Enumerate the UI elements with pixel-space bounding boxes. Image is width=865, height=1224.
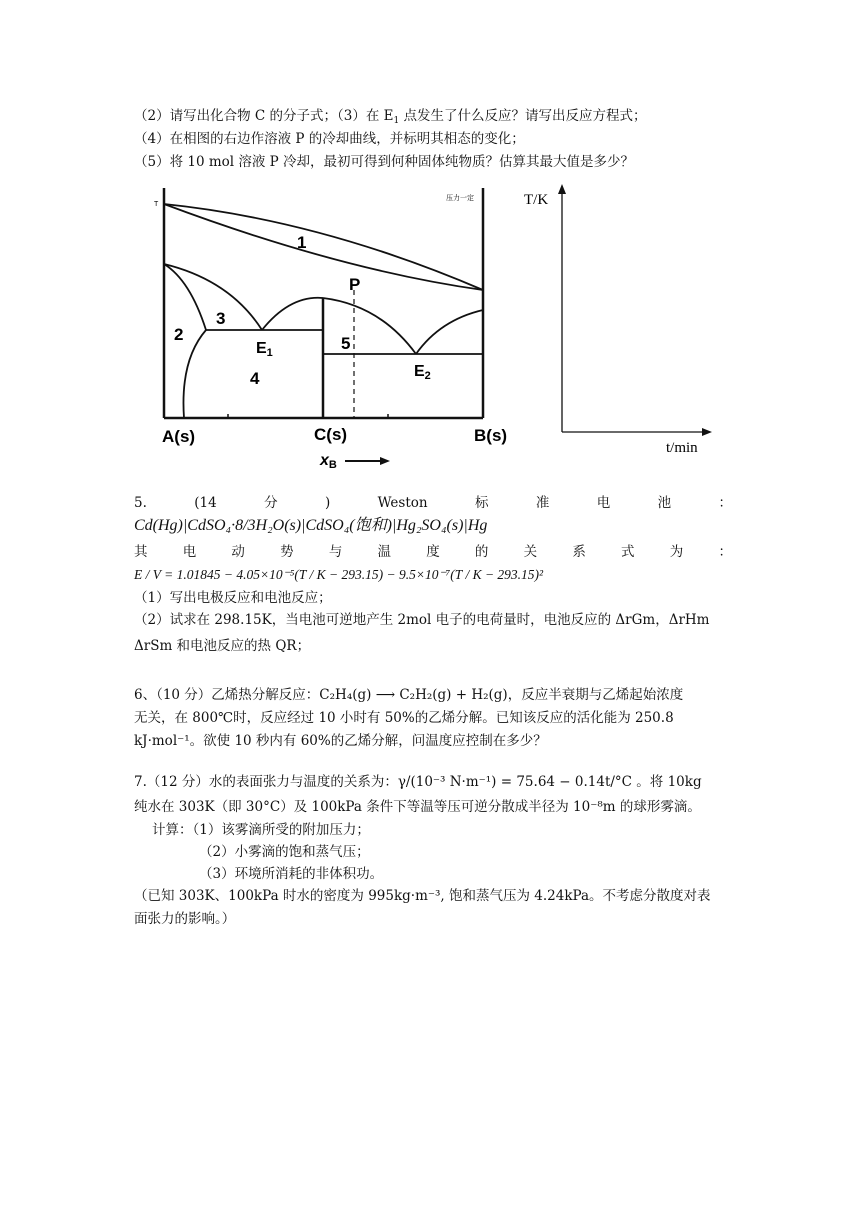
q6-line-2: 无关，在 800℃时，反应经过 10 小时有 50%的乙烯分解。已知该反应的活化能为 250.8 — [134, 710, 674, 726]
q5-emf-header: 其 电 动 势 与 温 度 的 关 系 式 为 ： — [134, 544, 732, 560]
region-2: 2 — [174, 325, 184, 344]
c-label: C(s) — [314, 425, 348, 444]
t-axis-label: T — [154, 201, 159, 208]
question-5-sub: （5）将 10 mol 溶液 P 冷却，最初可得到何种固体纯物质？估算其最大值是多少？ — [134, 154, 635, 170]
emf-equation: E / V = 1.01845 − 4.05×10⁻⁵(T / K − 293.15) − 9.5×10⁻⁷(T / K − 293.15)² — [134, 567, 544, 582]
pressure-note: 压力一定 — [446, 195, 474, 202]
question-2-3 — [134, 106, 647, 131]
e1-label: E1 — [256, 340, 273, 359]
q3-text: 点发生了什么反应？请写出反应方程式； — [399, 108, 647, 124]
t-min-label: t/min — [666, 440, 698, 456]
q5-header: 5. (14 分 ) Weston 标 准 电 池 ： — [134, 495, 732, 511]
a-label: A(s) — [162, 427, 196, 446]
t-k-label: T/K — [524, 192, 549, 208]
q6-line-3: kJ·mol⁻¹。欲使 10 秒内有 60%的乙烯分解，问温度应控制在多少？ — [134, 733, 547, 749]
region-1: 1 — [297, 233, 307, 252]
b-label: B(s) — [474, 426, 508, 445]
solidus-a — [164, 264, 206, 330]
q5-part-2-cont: ΔrSm 和电池反应的热 QR； — [134, 638, 311, 654]
liquidus-c-right — [323, 298, 416, 354]
liquidus-c-left — [262, 298, 323, 330]
upper-curve-1 — [164, 204, 483, 290]
region-5: 5 — [341, 334, 351, 353]
phase-diagram — [140, 180, 520, 470]
weston-cell-notation: Cd(Hg)|CdSO₄·8/3H₂O(s)|CdSO₄(饱和)|Hg₂SO₄(s)|Hg — [134, 517, 488, 534]
solubility-a — [183, 330, 206, 418]
e2-label: E2 — [414, 363, 431, 382]
e1-subscript: 1 — [393, 116, 400, 126]
xb-label: xB — [320, 452, 337, 470]
lower-curve-1 — [164, 204, 483, 290]
q7-line-3: 计算：（1）该雾滴所受的附加压力； — [152, 822, 370, 838]
q7-line-1: 7.（12 分）水的表面张力与温度的关系为：γ/(10⁻³ N·m⁻¹) = 75.64 − 0.14t/°C 。将 10kg — [134, 774, 702, 790]
q7-line-2: 纯水在 303K（即 30°C）及 100kPa 条件下等温等压可逆分散成半径为 10⁻⁸m 的球形雾滴。 — [134, 799, 701, 815]
region-3: 3 — [216, 309, 226, 328]
region-4: 4 — [250, 369, 260, 388]
q7-line-5: （3）环境所消耗的非体积功。 — [199, 866, 384, 882]
liquidus-a — [164, 264, 262, 330]
question-4: （4）在相图的右边作溶液 P 的冷却曲线，并标明其相态的变化； — [134, 131, 525, 147]
q7-line-7: 面张力的影响。） — [134, 911, 236, 927]
cooling-curve-axes — [520, 180, 720, 470]
q6-line-1: 6、（10 分）乙烯热分解反应：C₂H₄(g) ⟶ C₂H₂(g) + H₂(g)，反应半衰期与乙烯起始浓度 — [134, 687, 684, 703]
q7-line-4: （2）小雾滴的饱和蒸气压； — [199, 844, 370, 860]
liquidus-b — [416, 310, 483, 354]
q7-line-6: （已知 303K、100kPa 时水的密度为 995kg·m⁻³, 饱和蒸气压为 4.24kPa。不考虑分散度对表 — [134, 888, 711, 904]
q5-part-1: （1）写出电极反应和电池反应； — [134, 590, 332, 606]
q5-part-2: （2）试求在 298.15K，当电池可逆地产生 2mol 电子的电荷量时，电池反应的 ΔrGm，ΔrHm — [134, 612, 710, 628]
point-p-label: P — [349, 275, 361, 294]
q2-text: （2）请写出化合物 C 的分子式；（3）在 E — [134, 108, 394, 124]
